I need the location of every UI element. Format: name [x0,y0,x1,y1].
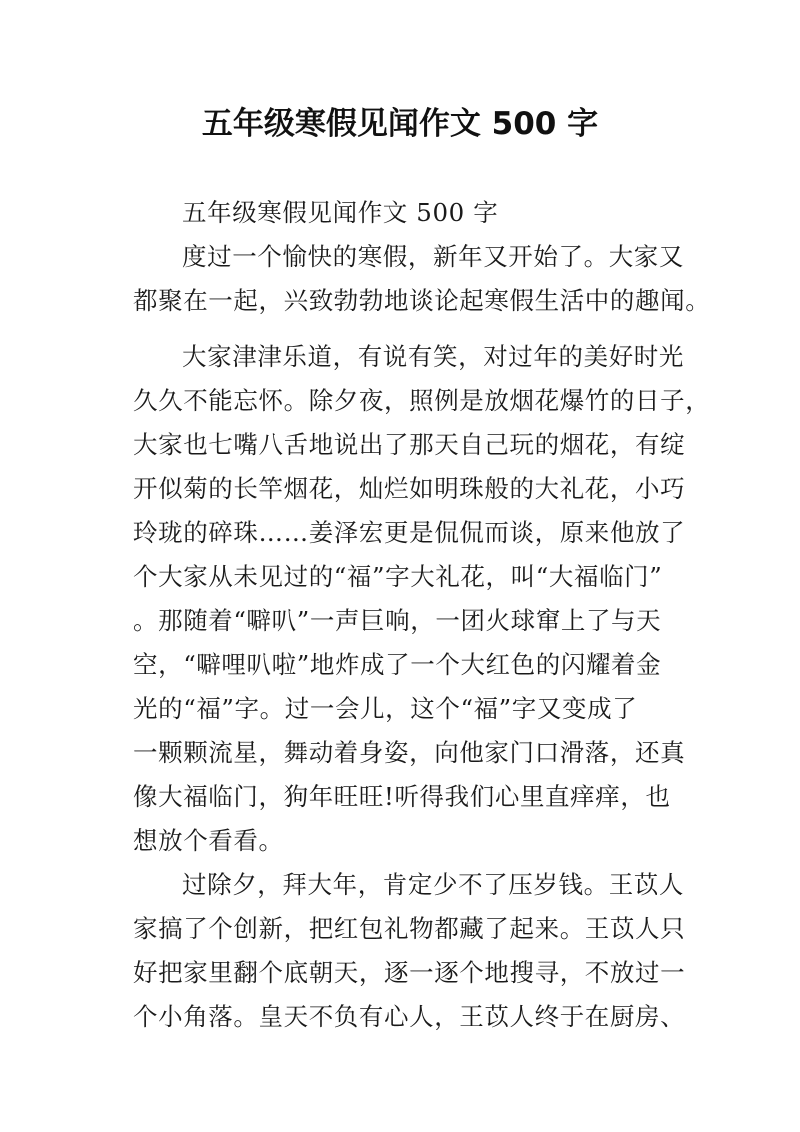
paragraph-line: 度过一个愉快的寒假，新年又开始了。大家又 [182,242,684,271]
subtitle-line: 五年级寒假见闻作文 500 字 [182,198,499,227]
paragraph-line: 空，“噼哩叭啦”地炸成了一个大红色的闪耀着金 [133,650,662,679]
paragraph-line: 过除夕，拜大年，肯定少不了压岁钱。王苡人 [182,870,684,899]
paragraph-line: 大家津津乐道，有说有笑，对过年的美好时光 [182,342,684,371]
paragraph-line: 都聚在一起，兴致勃勃地谈论起寒假生活中的趣闻。 [133,286,711,315]
paragraph-line: 家搞了个创新，把红包礼物都藏了起来。王苡人只 [133,914,686,943]
paragraph-line: 想放个看看。 [133,826,284,855]
paragraph-line: 像大福临门，狗年旺旺!听得我们心里直痒痒，也 [133,782,671,811]
paragraph-line: 光的“福”字。过一会儿，这个“福”字又变成了 [133,694,638,723]
paragraph-line: 玲珑的碎珠……姜泽宏更是侃侃而谈，原来他放了 [133,518,686,547]
paragraph-line: 个小角落。皇天不负有心人，王苡人终于在厨房、 [133,1002,686,1031]
document-title: 五年级寒假见闻作文 500 字 [201,106,599,142]
paragraph-line: 久久不能忘怀。除夕夜，照例是放烟花爆竹的日子， [133,386,711,415]
paragraph-line: 开似菊的长竿烟花，灿烂如明珠般的大礼花，小巧 [133,474,686,503]
paragraph-line: 好把家里翻个底朝天，逐一逐个地搜寻，不放过一 [133,958,686,987]
paragraph-line: 。那随着“噼叭”一声巨响，一团火球窜上了与天 [133,606,662,635]
paragraph-line: 一颗颗流星，舞动着身姿，向他家门口滑落，还真 [133,738,686,767]
paragraph-line: 个大家从未见过的“福”字大礼花，叫“大福临门” [133,562,663,591]
paragraph-line: 大家也七嘴八舌地说出了那天自己玩的烟花，有绽 [133,430,686,459]
